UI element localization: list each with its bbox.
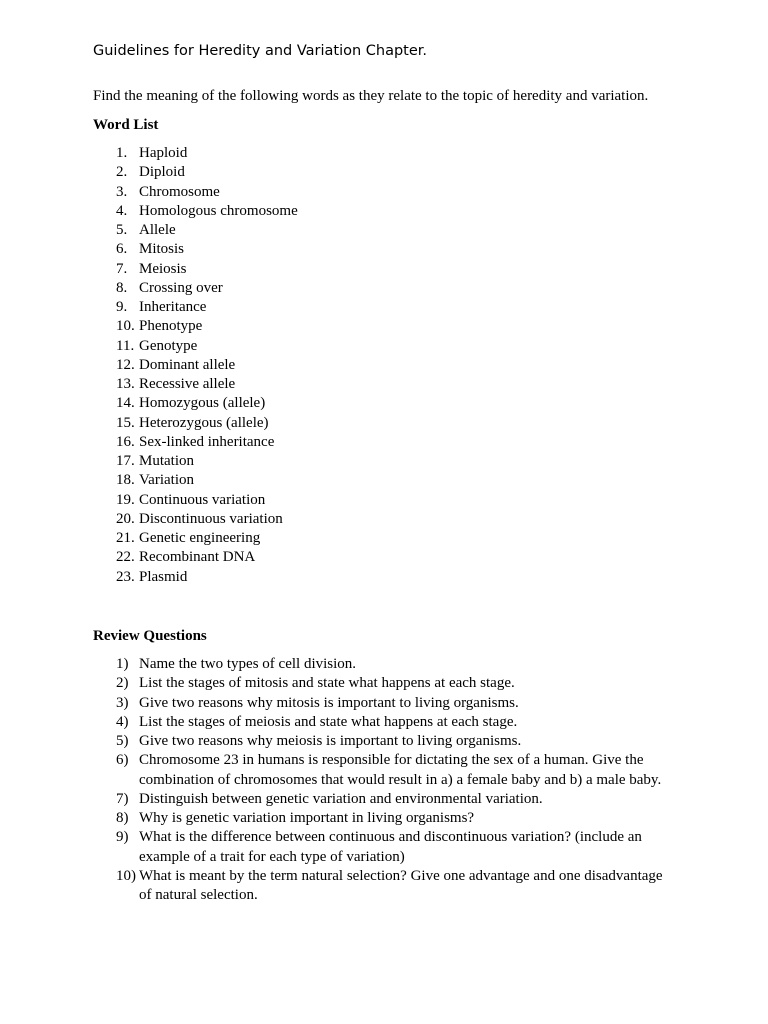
review-question-item-number: 5) <box>116 733 129 749</box>
word-list-item-number: 20. <box>116 510 135 527</box>
review-question-item <box>0 655 669 674</box>
review-question-item <box>0 674 669 693</box>
word-list-item-text: Allele <box>139 222 176 238</box>
word-list-item <box>0 491 669 510</box>
word-list-item <box>0 183 669 202</box>
word-list-item <box>0 221 669 240</box>
word-list-heading: Word List <box>93 117 159 133</box>
word-list-item <box>0 548 669 567</box>
word-list-item-text: Inheritance <box>139 299 207 315</box>
review-question-item-number: 3) <box>116 694 129 711</box>
review-question-item-number: 2) <box>116 675 129 692</box>
word-list-item-number: 14. <box>116 395 135 412</box>
word-list-item-text: Recessive allele <box>139 376 236 392</box>
word-list-item <box>0 529 669 548</box>
word-list-item-text: Plasmid <box>139 568 188 585</box>
word-list-item-number: 10. <box>116 318 135 335</box>
word-list-item <box>0 433 669 452</box>
review-question-item-number: 8) <box>116 810 129 826</box>
word-list-item-number: 18. <box>116 472 135 489</box>
word-list-item <box>0 298 669 317</box>
review-question-item-number: 10) <box>116 867 136 884</box>
word-list-item <box>0 471 669 490</box>
word-list-item <box>0 202 669 221</box>
word-list-item-number: 11. <box>116 337 135 354</box>
word-list-item <box>0 394 669 413</box>
word-list-item <box>0 240 669 259</box>
word-list-item-number: 13. <box>116 376 135 392</box>
word-list-item-text: Phenotype <box>139 318 203 335</box>
word-list-item <box>0 279 669 298</box>
word-list-item <box>0 317 669 336</box>
review-question-item-text: Name the two types of cell division. <box>139 656 357 672</box>
review-question-item-number: 7) <box>116 790 129 807</box>
word-list-item-number: 2. <box>116 164 128 181</box>
review-question-item-text: Why is genetic variation important in living organisms? <box>139 810 475 826</box>
word-list <box>0 144 669 587</box>
review-questions-list <box>0 655 669 905</box>
word-list-item-number: 15. <box>116 414 135 431</box>
review-question-item <box>0 732 669 751</box>
review-question-item-number: 9) <box>116 829 129 846</box>
review-question-item <box>0 790 669 809</box>
word-list-item-number: 16. <box>116 433 135 450</box>
review-question-item-text: What is the difference between continuous and discontinuous variation? (include an example of a trait for each type of variation) <box>139 829 642 865</box>
intro-paragraph: Find the meaning of the following words as they relate to the topic of heredity and variation. <box>93 88 649 104</box>
review-question-item <box>0 694 669 713</box>
word-list-item-number: 1. <box>116 145 128 161</box>
word-list-item-text: Recombinant DNA <box>139 549 256 566</box>
review-question-item-text: List the stages of meiosis and state what happens at each stage. <box>139 713 518 730</box>
word-list-item <box>0 510 669 529</box>
word-list-item-text: Haploid <box>139 145 188 161</box>
word-list-item-text: Dominant allele <box>139 356 236 373</box>
document-title: Guidelines for Heredity and Variation Chapter. <box>93 43 428 59</box>
word-list-item <box>0 568 669 587</box>
word-list-item-text: Variation <box>139 472 194 489</box>
word-list-item-text: Diploid <box>139 164 185 181</box>
review-question-item-text: Give two reasons why meiosis is important to living organisms. <box>139 733 522 749</box>
word-list-item-number: 12. <box>116 356 135 373</box>
word-list-item-text: Crossing over <box>139 279 223 296</box>
word-list-item <box>0 356 669 375</box>
word-list-item-number: 19. <box>116 491 135 508</box>
word-list-item-number: 9. <box>116 299 128 315</box>
word-list-item-text: Sex-linked inheritance <box>139 433 275 450</box>
word-list-item-text: Continuous variation <box>139 491 266 508</box>
word-list-item-text: Homologous chromosome <box>139 202 298 219</box>
word-list-item-number: 21. <box>116 530 135 546</box>
word-list-item-text: Genotype <box>139 337 198 354</box>
word-list-item-number: 17. <box>116 453 135 469</box>
word-list-item <box>0 375 669 394</box>
word-list-item <box>0 163 669 182</box>
word-list-item-number: 3. <box>116 183 128 200</box>
review-question-item-text: What is meant by the term natural selection? Give one advantage and one disadvantage of natural selection. <box>139 867 663 903</box>
word-list-item-number: 8. <box>116 279 128 296</box>
review-question-item-text: Distinguish between genetic variation and environmental variation. <box>139 790 543 807</box>
review-question-item-number: 1) <box>116 656 129 672</box>
word-list-item <box>0 452 669 471</box>
word-list-item-number: 5. <box>116 222 128 238</box>
word-list-item-number: 22. <box>116 549 135 566</box>
word-list-item-text: Heterozygous (allele) <box>139 414 269 431</box>
review-question-item <box>0 713 669 732</box>
word-list-item <box>0 337 669 356</box>
word-list-item-text: Genetic engineering <box>139 530 261 546</box>
review-question-item <box>0 751 669 790</box>
word-list-item-text: Meiosis <box>139 260 187 277</box>
word-list-item-number: 4. <box>116 202 128 219</box>
review-question-item-number: 4) <box>116 713 129 730</box>
review-question-item-text: Chromosome 23 in humans is responsible for dictating the sex of a human. Give the combination of chromosomes that would result in a) a female baby and b) a male baby. <box>139 752 662 788</box>
review-question-item-text: Give two reasons why mitosis is important to living organisms. <box>139 694 519 711</box>
review-question-item-text: List the stages of mitosis and state what happens at each stage. <box>139 675 515 692</box>
review-question-item <box>0 828 669 867</box>
review-questions-heading: Review Questions <box>93 628 207 644</box>
review-question-item <box>0 867 669 906</box>
word-list-item <box>0 260 669 279</box>
word-list-item-text: Mutation <box>139 453 194 469</box>
word-list-item-number: 23. <box>116 568 135 585</box>
review-question-item-number: 6) <box>116 752 129 769</box>
word-list-item-number: 6. <box>116 241 128 258</box>
review-question-item <box>0 809 669 828</box>
word-list-item-text: Homozygous (allele) <box>139 395 266 412</box>
word-list-item-text: Chromosome <box>139 183 220 200</box>
word-list-item <box>0 144 669 163</box>
word-list-item <box>0 414 669 433</box>
word-list-item-text: Discontinuous variation <box>139 510 283 527</box>
word-list-item-number: 7. <box>116 260 128 277</box>
word-list-item-text: Mitosis <box>139 241 185 258</box>
